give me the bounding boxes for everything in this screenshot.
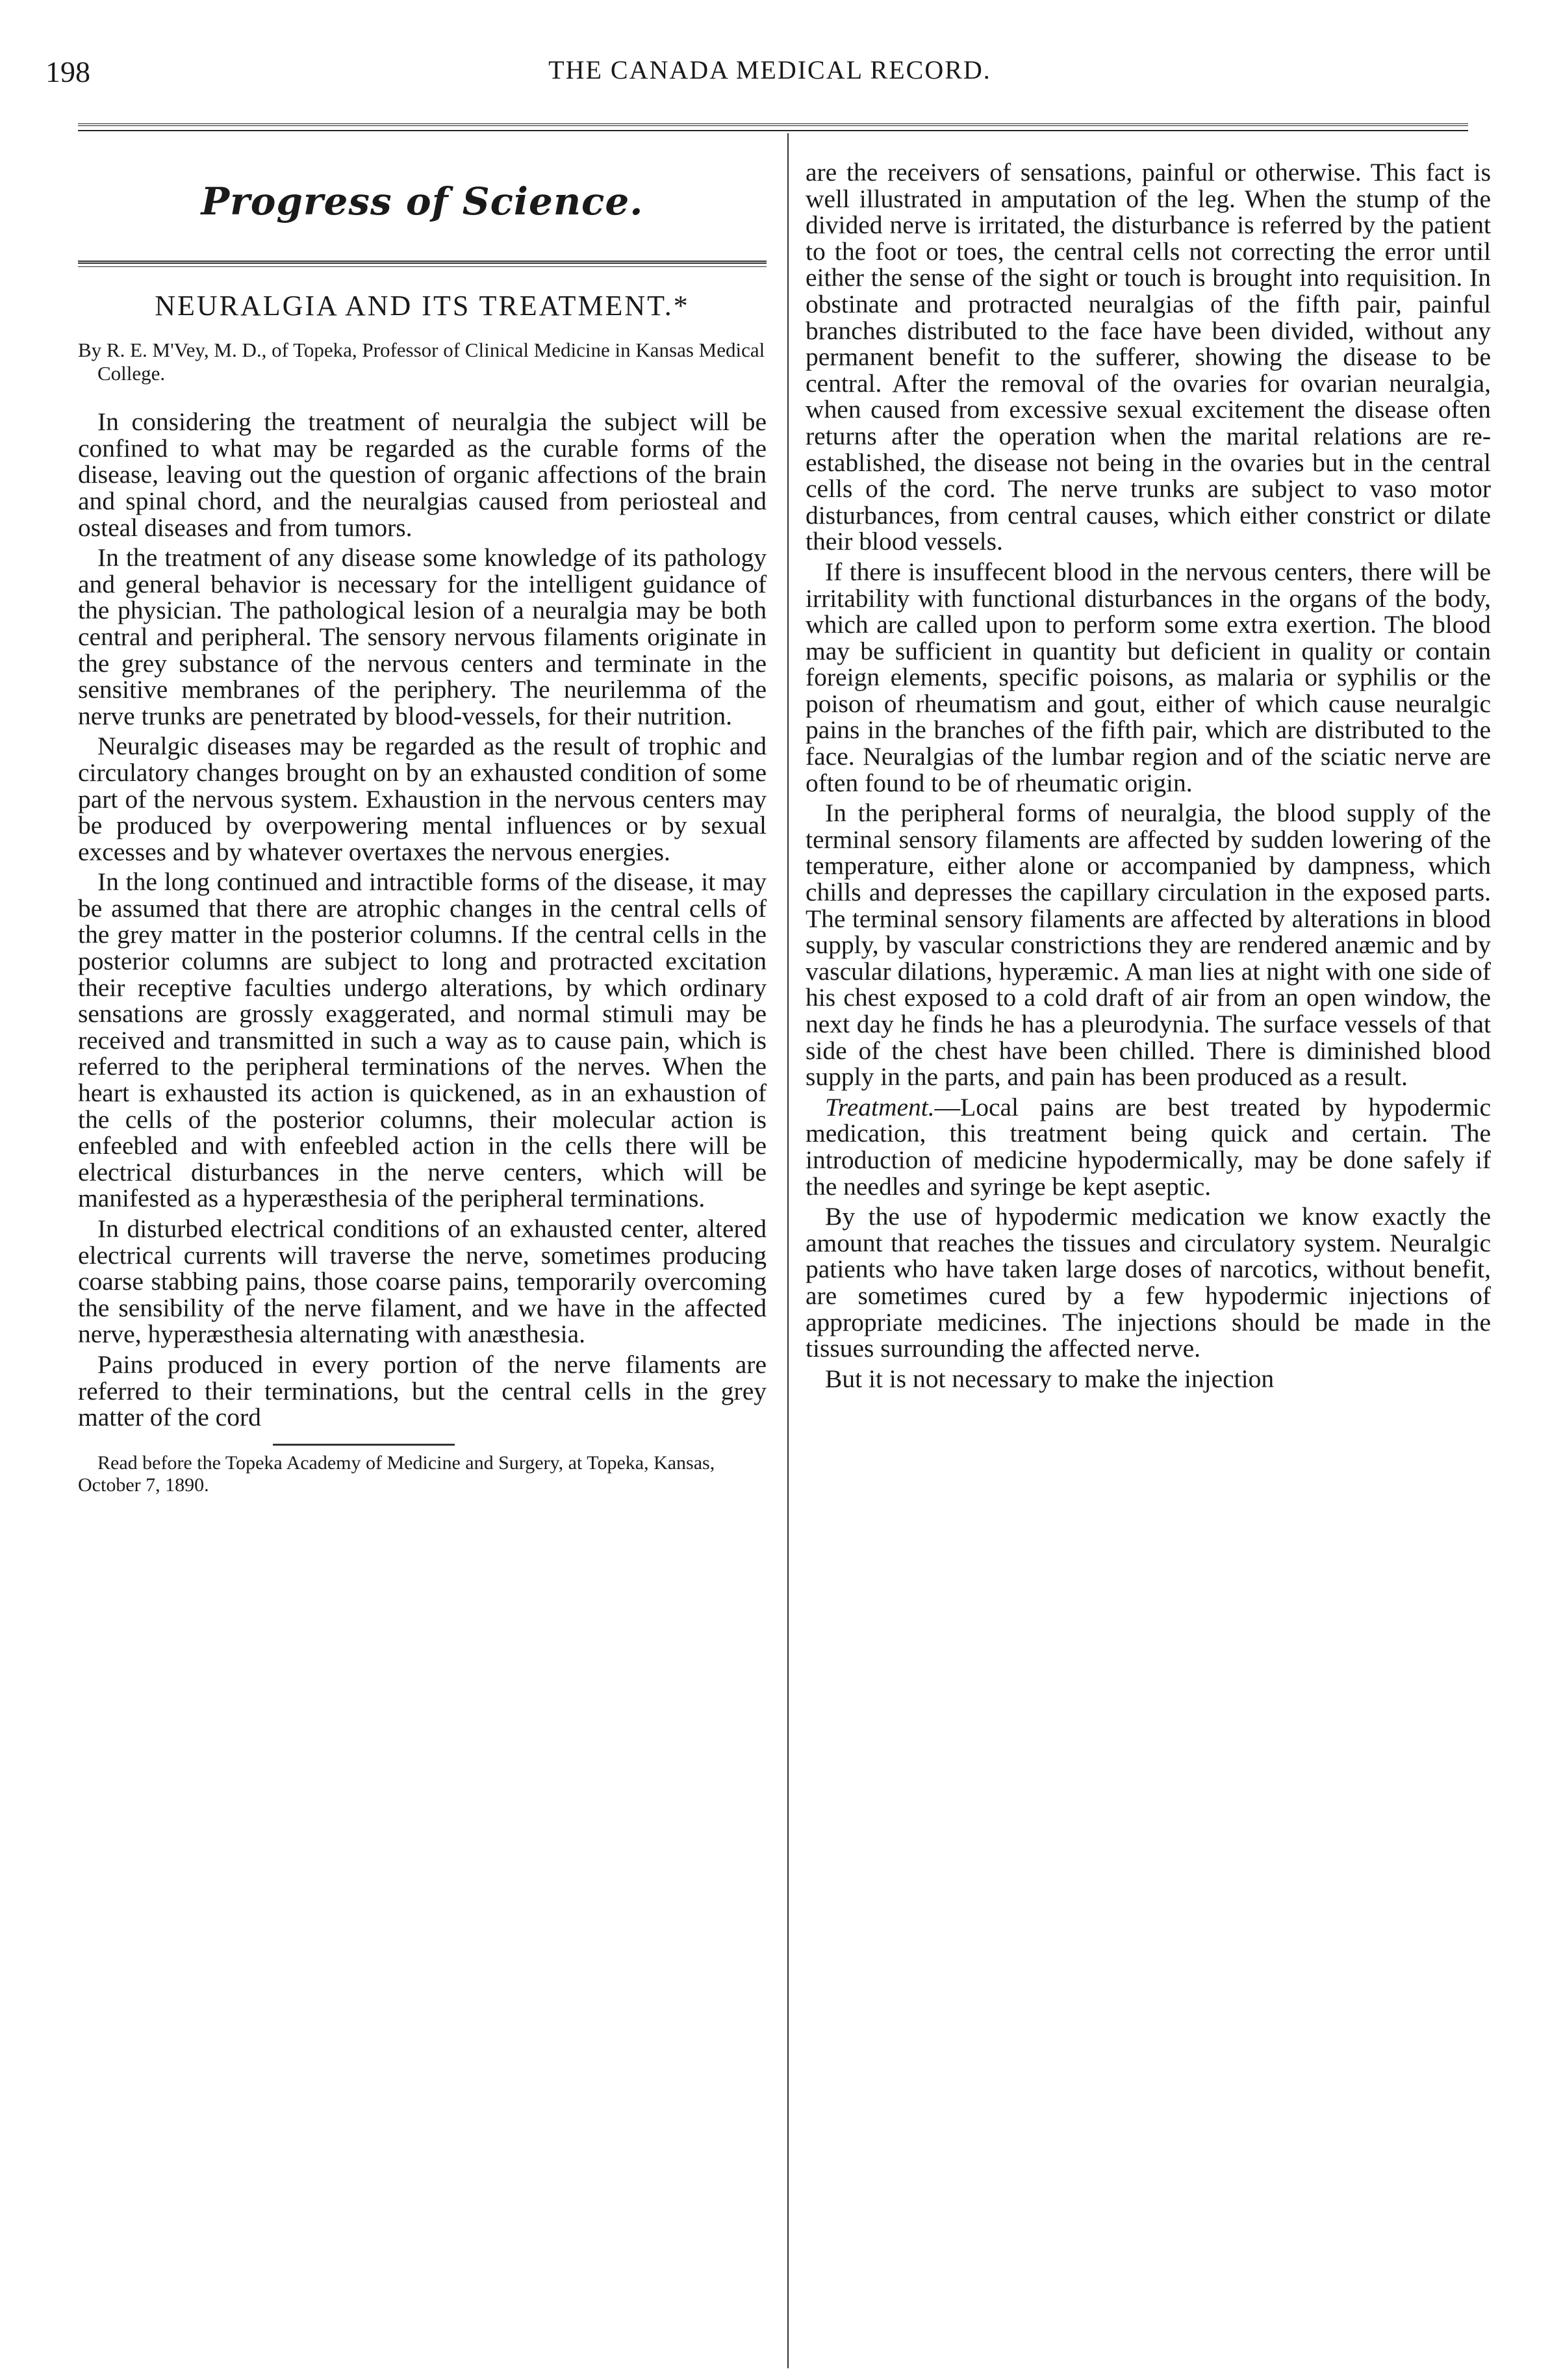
paragraph: Neuralgic diseases may be regarded as the result of trophic and circulatory changes brought on by an exhausted condition of some part of the nervous system. Exhaustion in the nervous centers may be produced by overpowering mental influences or by sexual excesses and by whatever overtaxes the nervous energies. [78, 732, 767, 866]
paragraph: In the treatment of any disease some knowledge of its pathology and general behavior is necessary for the intelligent guidance of the physician. The pathological lesion of a neuralgia may be both central and peripheral. The sensory nervous filaments originate in the grey substance of the nervous centers and terminate in the sensitive membranes of the periphery. The neurilemma of the nerve trunks are penetrated by blood-vessels, for their nutrition. [78, 543, 767, 730]
running-header [45, 55, 1494, 107]
paragraph: If there is insuffecent blood in the nervous centers, there will be irritability with functional disturbances in the organs of the body, which are called upon to perform some extra exertion. The blood may be sufficient in quantity but deficient in quality or contain foreign elements, specific poisons, as malaria or syphilis or the poison of rheumatism and gout, either of which cause neuralgic pains in the branches of the fifth pair, which are distributed to the face. Neuralgias of the lumbar region and of the sciatic nerve are often found to be of rheumatic origin. [806, 557, 1491, 797]
article-byline: By R. E. M'Vey, M. D., of Topeka, Professor of Clinical Medicine in Kansas Medical College. [78, 339, 765, 385]
section-title: Progress of Science. [201, 179, 644, 224]
paragraph: are the receivers of sensations, painful or otherwise. This fact is well illustrated in amputation of the leg. When the stump of the divided nerve is irritated, the disturbance is referred by the patient to the foot or toes, the central cells not correcting the error until either the sense of the sight or touch is brought into requisition. In obstinate and protracted neuralgias of the fifth pair, painful branches distributed to the face have been divided, without any permanent benefit to the sufferer, showing the disease to be central. After the removal of the ovaries for ovarian neuralgia, when caused from excessive sexual excitement the disease often returns after the operation when the marital relations are re-established, the disease not being in the ovaries but in the central cells of the cord. The nerve trunks are subject to vaso motor disturbances, from central causes, which either constrict or dilate their blood vessels. [806, 158, 1491, 556]
journal-title: THE CANADA MEDICAL RECORD. [548, 55, 991, 84]
paragraph: In disturbed electrical conditions of an exhausted center, altered electrical currents will traverse the nerve, sometimes producing coarse stabbing pains, those coarse pains, temporarily overcoming the sensibility of the nerve filament, and we have in the affected nerve, hyperæsthesia alternating with anæsthesia. [78, 1214, 767, 1349]
paragraph: By the use of hypodermic medication we know exactly the amount that reaches the tissues and circulatory system. Neuralgic patients who have taken large doses of narcotics, without benefit, are sometimes cured by a few hypodermic injections of appropriate medicines. The injections should be made in the tissues surrounding the affected nerve. [806, 1202, 1491, 1363]
treatment-text: —Local pains are best treated by hypodermic medication, this treatment being quick and certain. The introduction of medicine hypodermically, may be done safely if the needles and syringe be kept aseptic. [806, 1092, 1491, 1201]
footnote: Read before the Topeka Academy of Medicine and Surgery, at Topeka, Kansas, October 7, 1890. [78, 1452, 715, 1496]
treatment-paragraph [806, 1094, 1491, 1199]
right-column [806, 159, 1491, 1396]
treatment-label: Treatment. [825, 1092, 935, 1121]
paragraph: In the long continued and intractible forms of the disease, it may be assumed that there are atrophic changes in the central cells of the grey matter in the posterior columns. If the central cells in the posterior columns are subject to long and protracted excitation their receptive faculties undergo alterations, by which ordinary sensations are grossly exaggerated, and normal stimuli may be received and transmitted in such a way as to cause pain, which is referred to the peripheral terminations of the nerves. When the heart is exhausted its action is quickened, as in an exhaustion of the cells of the posterior columns, their molecular action is enfeebled and with enfeebled action in the cells there will be electrical disturbances in the nerve centers, which will be manifested as a hyperæsthesia of the peripheral terminations. [78, 867, 767, 1213]
column-divider [787, 133, 789, 2368]
page-number: 198 [45, 55, 90, 88]
paragraph: But it is not necessary to make the injection [825, 1364, 1275, 1393]
paragraph: In considering the treatment of neuralgia the subject will be confined to what may be regarded as the curable forms of the disease, leaving out the question of organic affections of the brain and spinal chord, and the neuralgias caused from periosteal and osteal diseases and from tumors. [78, 407, 767, 542]
paragraph: Pains produced in every portion of the nerve filaments are referred to their terminations, but the central cells in the grey matter of the cord [78, 1350, 767, 1432]
left-column [78, 149, 767, 1500]
header-rule [78, 123, 1468, 131]
section-rule [78, 261, 767, 267]
article-title: NEURALGIA AND ITS TREATMENT.* [155, 289, 690, 322]
footnote-rule [273, 1444, 455, 1446]
paragraph: In the peripheral forms of neuralgia, the blood supply of the terminal sensory filaments are affected by sudden lowering of the temperature, either alone or accompanied by dampness, which chills and depresses the capillary circulation in the exposed parts. The terminal sensory filaments are affected by alterations in blood supply, by vascular constrictions they are rendered anæmic and by vascular dilations, hyperæmic. A man lies at night with one side of his chest exposed to a cold draft of air from an open window, the next day he finds he has a pleurodynia. The surface vessels of that side of the chest have been chilled. There is diminished blood supply in the parts, and pain has been produced as a result. [806, 799, 1491, 1092]
